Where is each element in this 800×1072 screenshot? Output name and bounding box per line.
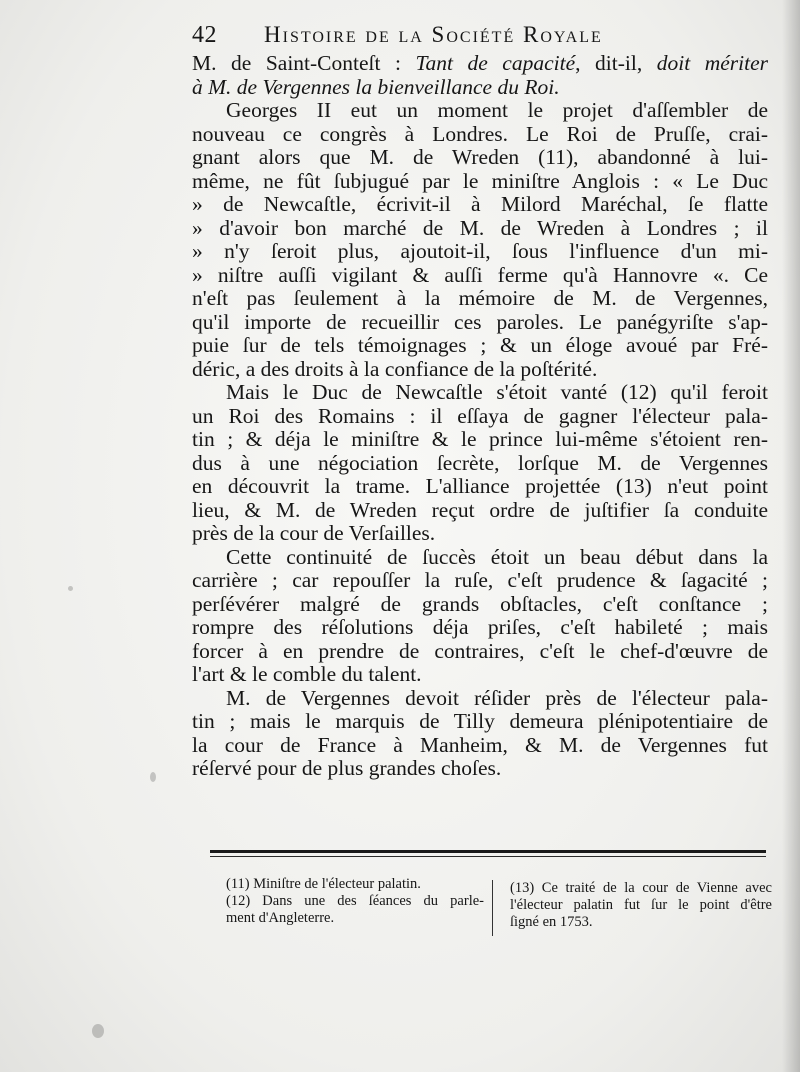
text-line: tin ; & déja le miniſtre & le prince lui-même s'étoient ren- <box>192 427 768 451</box>
footnote-line: ment d'Angleterre. <box>226 910 335 926</box>
text-line: nouveau ce congrès à Londres. Le Roi de Pruſſe, crai- <box>192 121 768 146</box>
text-line: rompre des réſolutions déja priſes, c'eſt habileté ; mais <box>192 615 768 639</box>
footnote-line: ſigné en 1753. <box>510 914 593 930</box>
binding-gutter-shadow <box>782 0 800 1072</box>
text-line: tin ; mais le marquis de Tilly demeura plénipotentiaire de <box>192 709 768 733</box>
footnote-column-divider <box>492 880 493 936</box>
text-line: M. de Vergennes devoit réſider près de l'électeur pala- <box>226 685 768 710</box>
text-line: la cour de France à Manheim, & M. de Vergennes fut <box>192 732 768 757</box>
text-line: » de Newcaſtle, écrivit-il à Milord Maréchal, ſe flatte <box>192 192 768 216</box>
footnotes-right-column <box>510 880 772 931</box>
text-line: même, ne fût ſubjugué par le miniſtre Anglois : « Le Duc <box>192 168 768 193</box>
text-line: carrière ; car repouſſer la ruſe, c'eſt prudence & ſagacité ; <box>192 568 768 592</box>
text-line: l'art & le comble du talent. <box>192 662 422 686</box>
ink-smudge <box>68 586 73 591</box>
text-line: gnant alors que M. de Wreden (11), abandonné à lui- <box>192 145 768 169</box>
text-line: en découvrit la trame. L'alliance projettée (13) n'eut point <box>192 474 768 498</box>
ink-smudge <box>92 1024 104 1038</box>
text-line: M. de Saint-Conteſt : Tant de capacité, dit-il, doit mériter <box>192 51 769 75</box>
text-line: perſévérer malgré de grands obſtacles, c'eſt conſtance ; <box>192 591 768 616</box>
text-line: lieu, & M. de Wreden reçut ordre de juſtifier ſa conduite <box>192 497 768 522</box>
text-line: Cette continuité de ſuccès étoit un beau début dans la <box>226 544 768 569</box>
footnote-line: (12) Dans une des ſéances du parle- <box>226 893 484 909</box>
body-text <box>192 52 768 781</box>
text-line: près de la cour de Verſailles. <box>192 521 436 545</box>
running-header <box>192 22 772 52</box>
footnotes <box>226 876 772 946</box>
text-line: » niſtre auſſi vigilant & auſſi ferme qu'à Hannovre «. Ce <box>192 262 768 287</box>
footnote-line: (13) Ce traité de la cour de Vienne avec <box>510 880 772 896</box>
text-line: » d'avoir bon marché de M. de Wreden à Londres ; il <box>192 215 768 240</box>
footnote-line: l'électeur palatin fut ſur le point d'être <box>510 897 772 913</box>
text-line: à M. de Vergennes la bienveillance du Roi. <box>192 74 560 99</box>
text-line: puie ſur de tels témoignages ; & un éloge avoué par Fré- <box>192 333 768 357</box>
text-line: n'eſt pas ſeulement à la mémoire de M. de Vergennes, <box>192 286 768 310</box>
text-line: un Roi des Romains : il eſſaya de gagner l'électeur pala- <box>192 403 768 428</box>
text-line: qu'il importe de recueillir ces paroles. Le panégyriſte s'ap- <box>192 309 768 334</box>
text-line: » n'y ſeroit plus, ajoutoit-il, ſous l'influence d'un mi- <box>192 239 768 263</box>
footnote-rule-thick <box>210 850 766 853</box>
footnote-rule-thin <box>210 856 766 857</box>
text-line: réſervé pour de plus grandes choſes. <box>192 756 502 780</box>
text-line: forcer à en prendre de contraires, c'eſt le chef-d'œuvre de <box>192 638 768 663</box>
text-line: Georges II eut un moment le projet d'aſſembler de <box>226 98 768 122</box>
footnotes-left-column <box>226 876 484 927</box>
text-line: dus à une négociation ſecrète, lorſque M. de Vergennes <box>192 450 768 475</box>
text-line: Mais le Duc de Newcaſtle s'étoit vanté (12) qu'il feroit <box>226 380 768 404</box>
page-number: 42 <box>192 22 217 48</box>
running-title: Histoire de la Société Royale <box>264 22 603 47</box>
ink-smudge <box>150 772 156 782</box>
footnote-line: (11) Miniſtre de l'électeur palatin. <box>226 876 421 892</box>
text-line: déric, a des droits à la confiance de la poſtérité. <box>192 356 598 381</box>
